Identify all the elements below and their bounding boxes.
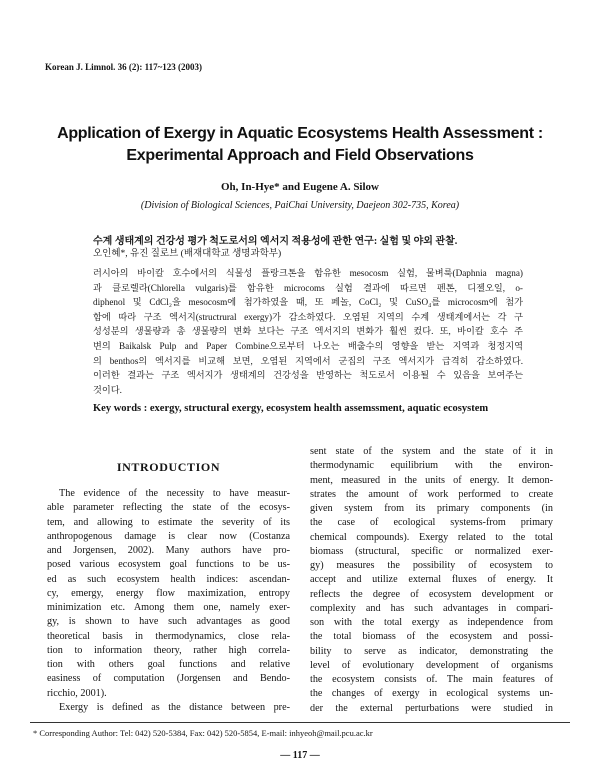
journal-header: Korean J. Limnol. 36 (2): 117~123 (2003) [45, 62, 203, 72]
abstract-line: 과 클로렐라(Chlorella vulgaris)를 함유한 microcoms 실험 결과에 따르면 펜톤, 디젤오일, o- [93, 282, 523, 293]
body-line: tion with others goal functions and relative [47, 659, 290, 670]
body-line: The evidence of the necessity to have measur- [59, 488, 290, 499]
body-line: level of evolutionary development of organisms [310, 659, 553, 671]
abstract-line: 것이다. [93, 384, 122, 395]
title-line: Experimental Approach and Field Observations [126, 147, 474, 164]
body-line: the case of ecological systems-from primary [310, 517, 553, 529]
keywords [93, 402, 525, 416]
body-line: sent state of the system and the state of it in [310, 446, 553, 457]
affiliation: (Division of Biological Sciences, PaiChai University, Daejeon 302-735, Korea) [140, 200, 460, 211]
body-line: able parameter reflecting the state of the ecosys- [47, 502, 290, 514]
body-line: the changes of exergy in ecological systems un- [310, 688, 553, 700]
body-line: ment, measured in the units of energy. It demon- [310, 474, 553, 486]
body-line: easiness of computation (Jorgensen and Bendo- [47, 673, 290, 685]
title-line: Application of Exergy in Aquatic Ecosystems Health Assessment : [57, 125, 543, 142]
body-line: cy, emergy, energy flow maximization, entropy [47, 587, 290, 599]
footnote-divider [30, 722, 570, 723]
body-line: reflects the degree of ecosystem development or [310, 588, 553, 600]
abstract-line: 변의 Baikalsk Pulp and Paper Combine으로부터 나오는 배출수의 영향을 받는 지역과 청정지역 [93, 340, 523, 351]
article-title [0, 123, 600, 167]
body-line: the ecosystem consists of. The main features of [310, 674, 553, 685]
keywords-text: exergy, structural exergy, ecosystem health assemssment, aquatic ecosystem [149, 403, 489, 414]
korean-title: 수계 생태계의 건강성 평가 척도로서의 엑서지 적용성에 관한 연구: 실험 및 야외 관찰. [93, 236, 458, 247]
body-line: Exergy is defined as the distance between pre- [59, 701, 290, 713]
body-line: theoretical basis in thermodynamics, close rela- [47, 630, 290, 642]
body-line: anthropogenous damage is clear now (Costanza [47, 530, 290, 542]
section-heading: INTRODUCTION [116, 460, 221, 474]
abstract-line: 러시아의 바이칼 호수에서의 식물성 플랑크톤을 함유한 mesocosm 실험, 물벼룩(Daphnia magna) [93, 268, 523, 278]
body-line: gy, is shown to have such advantages as good [47, 616, 290, 628]
body-line: chemical compounds). Exergy related to the total [310, 531, 553, 543]
right-column [310, 445, 553, 716]
body-line: given system from its primary components (in [310, 503, 553, 514]
body-line: der the external perturbations were studied in [310, 702, 553, 714]
body-line: tion to information theory, rather high correla- [47, 644, 290, 656]
body-line: complexity and has such advantages in compari- [310, 602, 553, 614]
abstract-line: 성성분의 생물량과 총 생물량의 변화 보다는 구조 엑서지의 변화가 훨씬 컸다. 또, 바이칼 호수 주 [93, 326, 523, 337]
body-line: posed various ecosystem goal functions to be us- [47, 559, 290, 571]
body-line: strates the amount of work performed to create [310, 488, 553, 500]
footnote: * Corresponding Author: Tel: 042) 520-5384, Fax: 042) 520-5854, E-mail: inhyeoh@mail.pcu.ac.kr [33, 728, 373, 738]
keywords-label: Key words : [93, 403, 148, 414]
author-list: Oh, In-Hye* and Eugene A. Silow [220, 181, 379, 193]
abstract-line: diphenol 및 CdCl₂을 mesocosm에 첨가하였을 때, 또 페놀, CoCl₂ 및 CuSO₄를 microcosm에 첨가 [93, 297, 523, 308]
korean-authors: 오인혜*, 유진 질로브 (배재대학교 생명과학부) [93, 249, 282, 259]
body-line: son with the total exergy as independence from [310, 617, 553, 628]
body-line: and Jorgensen, 2002). Many authors have pro- [47, 545, 290, 556]
body-line: gy) measures the possibility of ecosystem to [310, 560, 553, 571]
korean-abstract [93, 266, 523, 397]
body-line: bility to serve as indicator, demonstrating the [310, 645, 553, 657]
body-line: biomass (structural, specific or normalized exer- [310, 545, 553, 557]
body-line: ed as such ecosystem health indices: ascendan- [47, 573, 290, 585]
abstract-line: 이러한 결과는 구조 엑서지가 생태계의 건강성을 반영하는 척도로서 이용될 수 있음을 보여주는 [93, 370, 523, 381]
page-number: — 117 — [280, 750, 320, 761]
body-line: minimization etc. Among them one, namely exer- [47, 602, 290, 613]
abstract-line: 의 benthos의 엑서지를 비교해 보면, 오염된 지역에서 군집의 구조 엑서지가 급격히 감소하였다. [93, 355, 523, 366]
body-line: accept and utilize external fluxes of energy. It [310, 574, 553, 586]
body-line: tem, and allowing to estimate the severity of its [47, 516, 290, 528]
body-line: the total biomass of the ecosystem and possi- [310, 631, 553, 643]
left-column [47, 487, 290, 715]
body-line: thermodynamic equilibrium with the environ- [310, 460, 553, 472]
abstract-line: 함에 따라 구조 엑서지(structrural exergy)가 감소하였다. 오염된 지역의 수계 생태계에서는 각 구 [93, 311, 523, 322]
body-line: ricchio, 2001). [47, 687, 107, 699]
